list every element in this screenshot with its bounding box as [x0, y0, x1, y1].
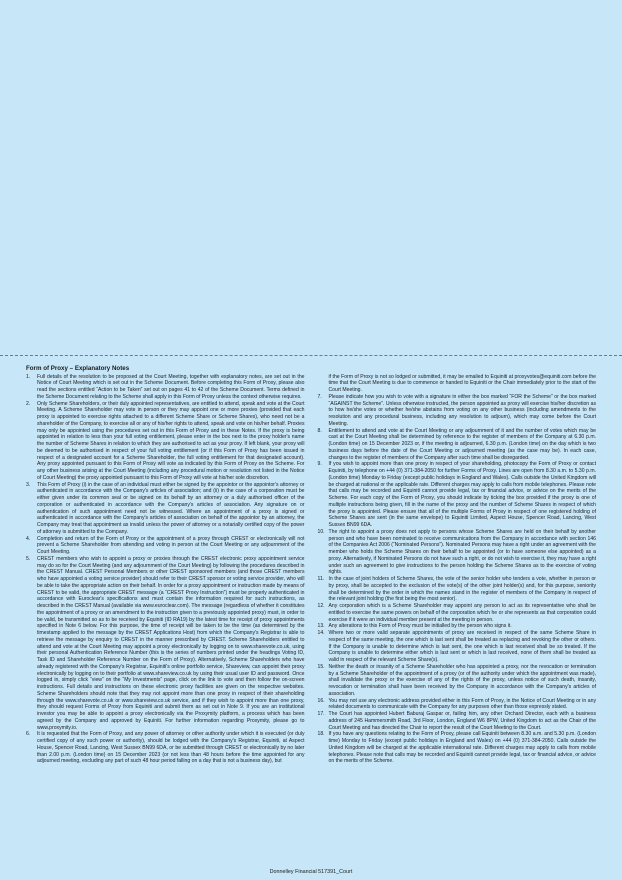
note-number: 14.: [317, 630, 325, 637]
note-number: 3.: [26, 481, 31, 488]
note-text: It is requested that the Form of Proxy, and any power of attorney or other authority under which it is executed (or duly certified copy of any such power or authority), should be lodged with the Company's Registrar, Equiniti, at Aspect House, Spencer Road, Lancing, West Sussex BN99 6DA, or be submitted through CREST or electronically by no later than 2.00 p.m. (London time) on 15 December 2023 (or not less than 48 hours before the time appointed for any adjourned meeting, excluding any part of such 48 hour period falling on a day that is not a business day), but: [37, 731, 305, 765]
note-number: 13.: [317, 623, 325, 630]
note-item: [318, 623, 597, 630]
note-item: [318, 529, 597, 576]
note-text: Neither the death or insanity of a Scheme Shareholder who has appointed a proxy, nor the revocation or termination by a Scheme Shareholder of the appointment of a proxy (or of the authority under which the appointment was made), shall invalidate the proxy or the exercise of any of the rights of the proxy, unless notice of such death, insanity, revocation or termination shall have been received by the Company in accordance with the Company's articles of association.: [328, 663, 596, 697]
note-6-continued: [318, 374, 597, 394]
note-item: [318, 461, 597, 529]
note-number: 15.: [317, 663, 325, 670]
notes-title: Form of Proxy – Explanatory Notes: [26, 365, 130, 372]
note-item: [26, 482, 305, 536]
note-text: The Court has appointed Hubert Baburaj Gaspar or, failing him, any other Orchard Director, each with a business address of 245 Hammersmith Road, 3rd Floor, London, England W6 8PW, United Kingdom to act as the Chair of the Court Meeting and has directed the Chair to report the result of the Court Meeting to the Court.: [328, 711, 596, 731]
note-text: Completion and return of the Form of Proxy or the appointment of a proxy through CREST or electronically will not prevent a Scheme Shareholder from attending and voting in person at the Court Meeting or any adjournment of the Court Meeting.: [37, 535, 305, 556]
note-number: 12.: [317, 603, 325, 610]
note-text: If you wish to appoint more than one proxy in respect of your shareholding, photocopy the Form of Proxy or contact Equiniti, by telephone on +44 (0) 371-384-2050 for further Forms of Proxy. Lines are open from 8.30 a.m. to 5.30 p.m. (London time) Monday to Friday (except public holidays in England and Wales). Calls outside the United Kingdom will be charged at national or the applicable rate. Different charges may apply to calls from mobile telephones. Please note that calls may be recorded and Equiniti cannot provide legal, tax or financial advice, or advice on the merits of the Scheme. For each copy of the Form of Proxy, you should indicate by ticking the box provided if the proxy is one of multiple instructions being given, fill in the name of the proxy and the number of Scheme Shares in respect of which the proxy is appointed. Please ensure that all of the multiple Forms of Proxy in respect of one registered holding of Scheme Shares are sent (in the same envelope) to Equiniti Limited, Aspect House, Spencer Road, Lancing, West Sussex BN99 6DA.: [328, 461, 596, 529]
note-number: 4.: [26, 535, 31, 542]
note-text: If you have any questions relating to the Form of Proxy, please call Equiniti between 8.30 a.m. and 5.30 p.m. (London time) Monday to Friday (except public holidays in England and Wales) on +44 (0) 371-384-2050. Calls outside the United Kingdom will be charged at the applicable international rate. Different charges may apply to calls from mobile telephones. Please note that calls may be recorded and Equiniti cannot provide legal, tax or financial advice, or advice on the merits of the Scheme.: [328, 731, 596, 765]
notes-column-right: [318, 374, 597, 766]
note-item: [26, 556, 305, 732]
note-item: [318, 711, 597, 731]
notes-columns: [26, 374, 596, 766]
document-footer: Donnelley Financial 517391_Court: [269, 869, 353, 875]
note-text: Please indicate how you wish to vote with a signature in either the box marked “FOR the Scheme” or the box marked “AGAINST the Scheme”. Unless otherwise instructed, the person appointed as proxy will exercise his/her discretion as to how he/she votes or whether he/she abstains from voting on any other business (including amendments to the resolution and any procedural business, including any resolution to adjourn), which may come before the Court Meeting.: [328, 393, 596, 427]
note-number: 11.: [317, 576, 325, 583]
note-item: [26, 374, 305, 401]
note-number: 18.: [317, 731, 325, 738]
note-number: 8.: [317, 427, 322, 434]
note-number: 9.: [317, 461, 322, 468]
note-number: 1.: [26, 373, 31, 380]
note-text: Where two or more valid separate appointments of proxy are received in respect of the same Scheme Share in respect of the same meeting, the one which is last sent shall be treated as replacing and revoking the other or others. If the Company is unable to determine which is last sent, the one which is last received shall be so treated. If the Company is unable to determine either which is last sent or which is last received, none of them shall be treated as valid in respect of the relevant Scheme Share(s).: [328, 630, 596, 664]
note-item: [26, 401, 305, 482]
note-text: CREST members who wish to appoint a proxy or proxies through the CREST electronic proxy appointment service may do so for the Court Meeting (and any adjournment of the Court Meeting) by following the procedures described in the CREST Manual. CREST Personal Members or other CREST sponsored members (and those CREST members who have appointed a voting service provider) should refer to their CREST sponsor or voting service provider, who will be able to take the appropriate action on their behalf. In order for a proxy appointment or instruction made by means of CREST to be valid, the appropriate CREST message (a “CREST Proxy Instruction”) must be properly authenticated in accordance with Euroclear's specifications and must contain the information required for such instructions, as described in the CREST Manual (available via www.euroclear.com). The message (regardless of whether it constitutes the appointment of a proxy or an amendment to the instruction given to a previously appointed proxy) must, in order to be valid, be transmitted so as to be received by Equiniti (ID RA19) by the latest time for receipt of proxy appointments specified in Note 6 below. For this purpose, the time of receipt will be taken to be the time (as determined by the timestamp applied to the message by the CREST Applications Host) from which the Company's Registrar is able to retrieve the message by enquiry to CREST in the manner prescribed by CREST. Scheme Shareholders entitled to attend and vote at the Court Meeting may appoint a proxy electronically by logging on to www.sharevote.co.uk, using their personal Authentication Reference Number (this is the series of numbers printed under the headings Voting ID, Task ID and Shareholder Reference Number on the Form of Proxy). Alternatively, Scheme Shareholders who have already registered with the Company's Registrar, Equiniti's online portfolio service, Shareview, can appoint their proxy electronically by logging on to their portfolio at www.shareview.co.uk by using their usual user ID and password. Once logged in, simply click “view” on the “My Investments” page, click on the link to vote and then follow the on-screen instructions. Full details and instructions on these electronic proxy facilities are given on the respective websites. Scheme Shareholders should note that they may not appoint more than one proxy in respect of their shareholding through the www.sharevote.co.uk or www.shareview.co.uk service, and if they wish to appoint more than one proxy, they should request Forms of Proxy from Equiniti and submit them as set out in Note 9. If you are an institutional investor you may be able to appoint a proxy electronically via the Proxymity platform, a process which has been agreed by the Company and approved by Equiniti. For further information regarding Proxymity, please go to www.proxymity.io.: [37, 555, 305, 731]
perforation-line: [0, 355, 622, 356]
note-text: In the case of joint holders of Scheme Shares, the vote of the senior holder who tenders a vote, whether in person or by proxy, shall be accepted to the exclusion of the vote(s) of the other joint holder(s) and, for this purpose, seniority shall be determined by the order in which the names stand in the register of members of the Company in respect of the relevant joint holding (the first being the most senior).: [328, 576, 596, 603]
note-item: [26, 536, 305, 556]
note-text: Any corporation which is a Scheme Shareholder may appoint any person to act as its representative who shall be entitled to exercise the same powers on behalf of the corporation which he or she represents as that corporation could exercise if it were an individual member present at the meeting in person.: [328, 603, 596, 623]
note-item: [318, 394, 597, 428]
note-number: 17.: [317, 711, 325, 718]
note-number: 7.: [317, 393, 322, 400]
explanatory-notes: [26, 365, 596, 865]
note-item: [318, 428, 597, 462]
note-number: 6.: [26, 731, 31, 738]
notes-column-left: [26, 374, 305, 766]
note-item: [318, 576, 597, 603]
note-text: This Form of Proxy (i) in the case of an individual must either be signed by the appointor or the appointor's attorney or authenticated in accordance with the Company's articles of association; and (ii) in the case of a corporation must be either given under its common seal or be signed on its behalf by an attorney or a duly authorised officer of the corporation or authenticated in accordance with the Company's articles of association. Any signature on or authentication of such appointment need not be witnessed. Where an appointment of a proxy is signed or authenticated in accordance with the Company's articles of association on behalf of the appointor by an attorney, the Company may treat that appointment as invalid unless the power of attorney or a notarially certified copy of the power of attorney is submitted to the Company.: [37, 481, 305, 535]
note-text: Only Scheme Shareholders, or their duly appointed representatives, are entitled to attend, speak and vote at the Court Meeting. A Scheme Shareholder may vote in person or they may appoint one or more proxies (provided that each proxy is appointed to exercise rights attached to a different Scheme Share or Scheme Shares), who need not be a shareholder of the Company, to exercise all or any of his/her rights to attend, speak and vote on his/her behalf. Proxies may only be appointed using the procedures set out in this Form of Proxy and in these Notes. If the proxy is being appointed in relation to less than your full voting entitlement, please enter in the box next to the proxy holder's name the number of Scheme Shares in relation to which they are authorised to act as your proxy. If left blank, your proxy will be deemed to be authorised in respect of your full voting entitlement (or if this Form of Proxy has been issued in respect of a designated account for a Scheme Shareholder, the full voting entitlement for that designated account). Any proxy appointed pursuant to this Form of Proxy will vote as indicated by this Form of Proxy on the Scheme. For any other business arising at the Court Meeting (including any procedural motion or resolution not listed in the Notice of Court Meeting) the proxy appointed pursuant to this Form of Proxy will vote at his/her sole discretion.: [37, 400, 305, 481]
note-number: 5.: [26, 555, 31, 562]
note-text: if the Form of Proxy is not so lodged or submitted, it may be emailed to Equiniti at proxyvotes@equiniti.com before the time that the Court Meeting is due to commence or handed to Equiniti or the Chair immediately prior to the start of the Court Meeting.: [328, 373, 596, 394]
note-item: [318, 698, 597, 712]
note-number: 10.: [317, 528, 325, 535]
note-text: The right to appoint a proxy does not apply to persons whose Scheme Shares are held on their behalf by another person and who have been nominated to receive communications from the Company in accordance with section 146 of the Companies Act 2006 (“Nominated Persons”). Nominated Persons may have a right under an agreement with the member who holds the Scheme Shares on their behalf to be appointed (or to have someone else appointed) as a proxy. Alternatively, if Nominated Persons do not have such a right, or do not wish to exercise it, they may have a right under such an agreement to give instructions to the person holding the Scheme Shares as to the exercise of voting rights.: [328, 528, 596, 576]
note-text: Full details of the resolution to be proposed at the Court Meeting, together with explanatory notes, are set out in the Notice of Court Meeting which is set out in the Scheme Document. Before completing this Form of Proxy, please also read the sections entitled “Action to be Taken” set out on pages 41 to 42 of the Scheme Document. Terms defined in the Scheme Document relating to the Scheme shall apply in this Form of Proxy unless the context otherwise requires.: [37, 373, 305, 400]
note-number: 2.: [26, 400, 31, 407]
note-number: 16.: [317, 697, 325, 704]
note-item: [318, 731, 597, 765]
note-item: [318, 603, 597, 623]
note-item: [318, 630, 597, 664]
note-text: Any alterations to this Form of Proxy must be initialled by the person who signs it.: [328, 623, 512, 630]
note-item: [318, 664, 597, 698]
note-text: Entitlement to attend and vote at the Court Meeting or any adjournment of it and the number of votes which may be cast at the Court Meeting shall be determined by reference to the register of members of the Company at 6.30 p.m. (London time) on 15 December 2023 or, if the meeting is adjourned, 6.30 p.m. (London time) on the day which is two business days before the date of the Court Meeting or adjourned meeting (as the case may be). In each case, changes to the register of members of the Company after such time shall be disregarded.: [328, 427, 596, 461]
note-item: [26, 731, 305, 765]
note-text: You may not use any electronic address provided either in this Form of Proxy, in the Notice of Court Meeting or in any related documents to communicate with the Company for any purposes other than those expressly stated.: [328, 697, 596, 711]
